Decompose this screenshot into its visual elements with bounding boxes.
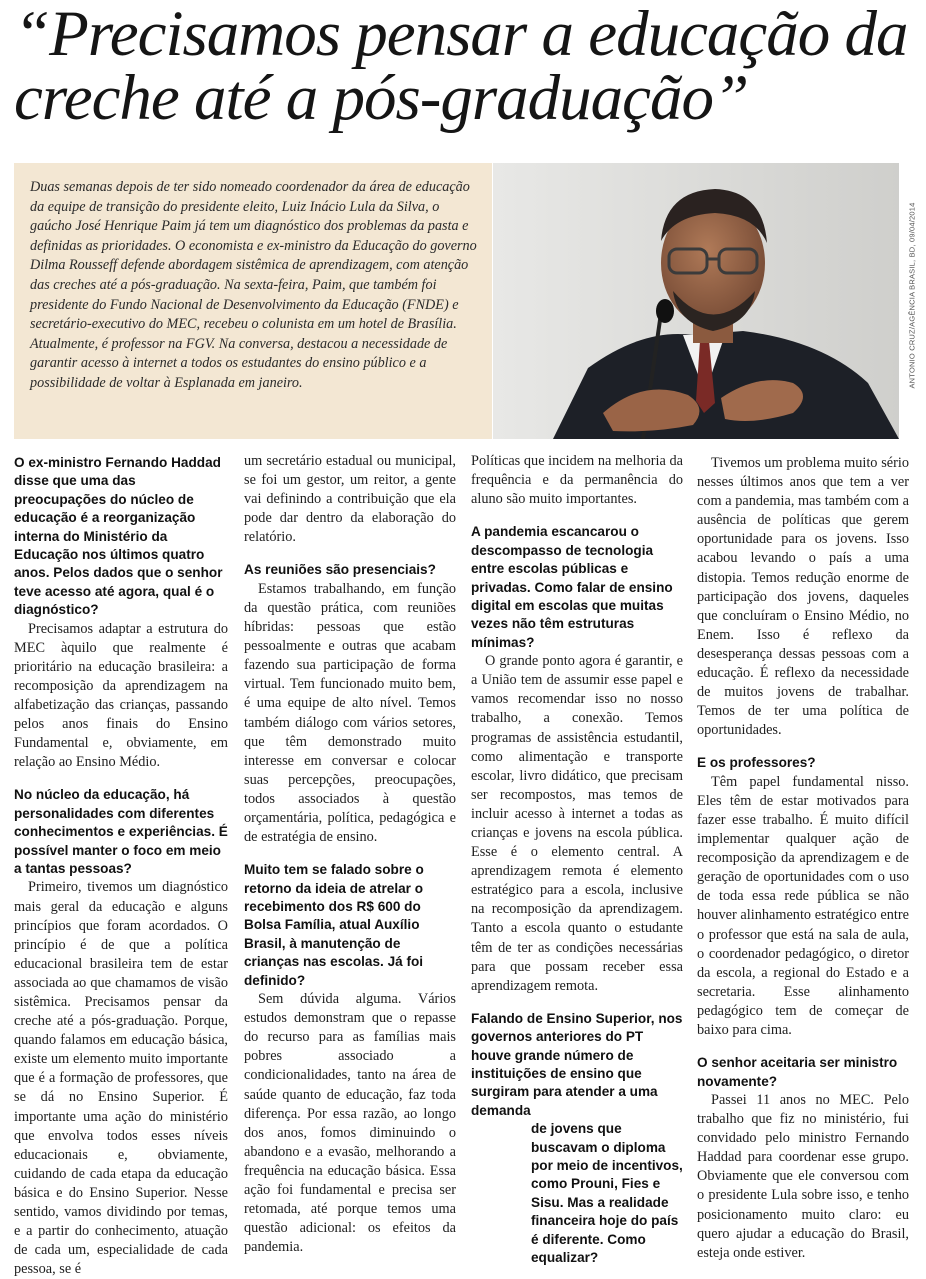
question-5: A pandemia escancarou o descompasso de tecnologia entre escolas públicas e privadas. Como falar de ensino digital em escolas que muitas vezes não têm estruturas mínimas? <box>471 524 673 650</box>
answer-2-continued: um secretário estadual ou municipal, se foi um gestor, um reitor, a gente vai definindo a contribuição que ela pode dar dentro da elaboração do relatório. <box>244 453 456 546</box>
question-4: Muito tem se falado sobre o retorno da ideia de atrelar o recebimento dos R$ 600 do Bolsa Família, atual Auxílio Brasil, à manutenção de crianças nas escolas. Já foi definido? <box>244 862 424 988</box>
question-1: O ex-ministro Fernando Haddad disse que uma das preocupações do núcleo de educação é a reorganização interna do Ministério da Educação nos últimos quatro anos. Pelos dados que o senhor teve acesso até agora, qual é o diagnóstico? <box>14 455 223 618</box>
headline: “Precisamos pensar a educação da creche até a pós-graduação” <box>14 0 908 134</box>
intro-box <box>14 163 492 439</box>
answer-4: Sem dúvida alguma. Vários estudos demonstram que o repasse do recurso para as famílias mais pobres associado a condicionalidades, tanto na área de saúde quanto de educação, faz toda diferença. Por essa razão, ao longo dos anos, fomos diminuindo o abandono e a evasão, melhorando a frequência na educação básica. Essa ação foi fundamental e precisa ser retomada, até porque temos uma questão adicional: os efeitos da pandemia. <box>244 991 456 1256</box>
answer-4-continued: Políticas que incidem na melhoria da frequência e da permanência do aluno são muito importantes. <box>471 453 683 508</box>
answer-6: Tivemos um problema muito sério nesses últimos anos que tem a ver com a pandemia, mas também com a ausência de políticas que gerem oportunidade para os jovens. Isso acabou levando o país a uma distopia. Temos redução enorme de participação dos jovens, daqueles que concluíram o Ensino Médio, no Enem. Isso é reflexo da desesperança dessas pessoas com a educação. É reflexo da necessidade de muitos jovens de trabalhar. Temos de ter uma política de oportunidades. <box>697 455 909 739</box>
question-3: As reuniões são presenciais? <box>244 562 436 578</box>
question-8: O senhor aceitaria ser ministro novamente? <box>697 1055 898 1089</box>
answer-3: Estamos trabalhando, em função da questão prática, com reuniões híbridas: pessoas que estão pessoalmente e outras que acabam fazendo sua participação de forma virtual. Tem funcionado muito bem, é uma equipe de alto nível. Temos também diálogo com vários setores, que têm demonstrado muito interesse em conversar e colocar suas percepções, preocupações, todos associados à questão orçamentária, política, pedagógica e de estratégia de ensino. <box>244 580 456 846</box>
interviewee-photo-illustration <box>493 163 899 439</box>
answer-2: Primeiro, tivemos um diagnóstico mais geral da educação e alguns princípios que foram acordados. O princípio é de que a política educacional brasileira tem de estar associada ao que chamamos de visão sistêmica. Precisamos pensar da creche até a pós-graduação. Porque, quando falamos em educação básica, existe um elemento muito importante que é a formação de professores, que se dá no Ensino Superior. É importante uma ação do ministério que envolva todos esses níveis educacionais e, obviamente, cuidando de cada etapa da educação básica e do Ensino Superior. Nesse sentido, vamos dividindo por temas, e a partir do conhecimento, atuação de cada um, especialidade de cada pessoa, se é <box>14 879 228 1278</box>
question-6: Falando de Ensino Superior, nos governos anteriores do PT houve grande número de instituições de ensino que surgiram para atender a uma demanda <box>471 1010 683 1118</box>
column-4 <box>697 454 909 1263</box>
answer-1: Precisamos adaptar a estrutura do MEC àquilo que realmente é prioritário na educação brasileira: a recomposição da aprendizagem na alfabetização das crianças, passando pelos anos finais do Ensino Fundamental e, obviamente, em relação ao Ensino Médio. <box>14 620 228 771</box>
answer-8: Passei 11 anos no MEC. Pelo trabalho que fiz no ministério, fui convidado pelo ministro Fernando Haddad para coordenar esse grupo. Obviamente que ele conversou com o presidente Lula sobre isso, e tenho posicionamento muito claro: eu quero ajudar a educação do Brasil, esteja onde estiver. <box>697 1091 909 1261</box>
question-2: No núcleo da educação, há personalidades com diferentes conhecimentos e experiências. É possível manter o foco em meio a tantas pessoas? <box>14 787 228 877</box>
column-3 <box>471 452 683 1268</box>
photo-credit <box>902 163 922 439</box>
interviewee-photo <box>493 163 899 439</box>
column-2 <box>244 452 456 1257</box>
column-1 <box>14 454 228 1279</box>
answer-7: Têm papel fundamental nisso. Eles têm de estar motivados para fazer esse trabalho. É muito difícil implementar qualquer ação de recomposição da aprendizagem e de geração de oportunidades com o uso de toda essa rede pública se não houver alinhamento estratégico entre o professor que está na sala de aula, o coordenador pedagógico, o diretor da escola, a regional do Estado e a secretaria. Esse alinhamento pedagógico tem de começar de baixo para cima. <box>697 773 909 1039</box>
photo-credit-text: ANTONIO CRUZ/AGÊNCIA BRASIL, BD, 09/04/2014 <box>907 202 917 389</box>
intro-text: Duas semanas depois de ter sido nomeado coordenador da área de educação da equipe de transição do presidente eleito, Luiz Inácio Lula da Silva, o gaúcho José Henrique Paim já tem um diagnóstico dos problemas da pasta e definidas as prioridades. O economista e ex-ministro da Educação do governo Dilma Rousseff defende abordagem sistêmica de aprendizagem, com atenção das creches até a pós-graduação. Na sexta-feira, Paim, que também foi presidente do Fundo Nacional de Desenvolvimento da Educação (FNDE) e secretário-executivo do MEC, recebeu o colunista em um hotel de Brasília. Atualmente, é professor na FGV. Na conversa, destacou a necessidade de garantir acesso à internet a todos os estudantes do ensino público e a possibilidade de voltar à Esplanada em janeiro. <box>30 179 477 391</box>
answer-5: O grande ponto agora é garantir, e a União tem de assumir esse papel e vamos recomendar isso no nosso trabalho, a conexão. Temos programas de assistência estudantil, como alimentação e transporte escolar, livro didático, que precisam ser recompostos, mas temos de incluir acesso à internet a todas as crianças e jovens na escola pública. Esse é o elemento central. A aprendizagem remota é elemento estratégico para a escola, inclusive na recomposição da aprendizagem. Tanto a escola quanto o estudante têm de ter as condições necessárias para que possam receber essa aprendizagem remota. <box>471 653 683 994</box>
question-7: E os professores? <box>697 755 816 771</box>
question-6-continued: de jovens que buscavam o diploma por meio de incentivos, como Prouni, Fies e Sisu. Mas a realidade financeira hoje do país é diferente. Como equalizar? <box>531 1121 683 1266</box>
